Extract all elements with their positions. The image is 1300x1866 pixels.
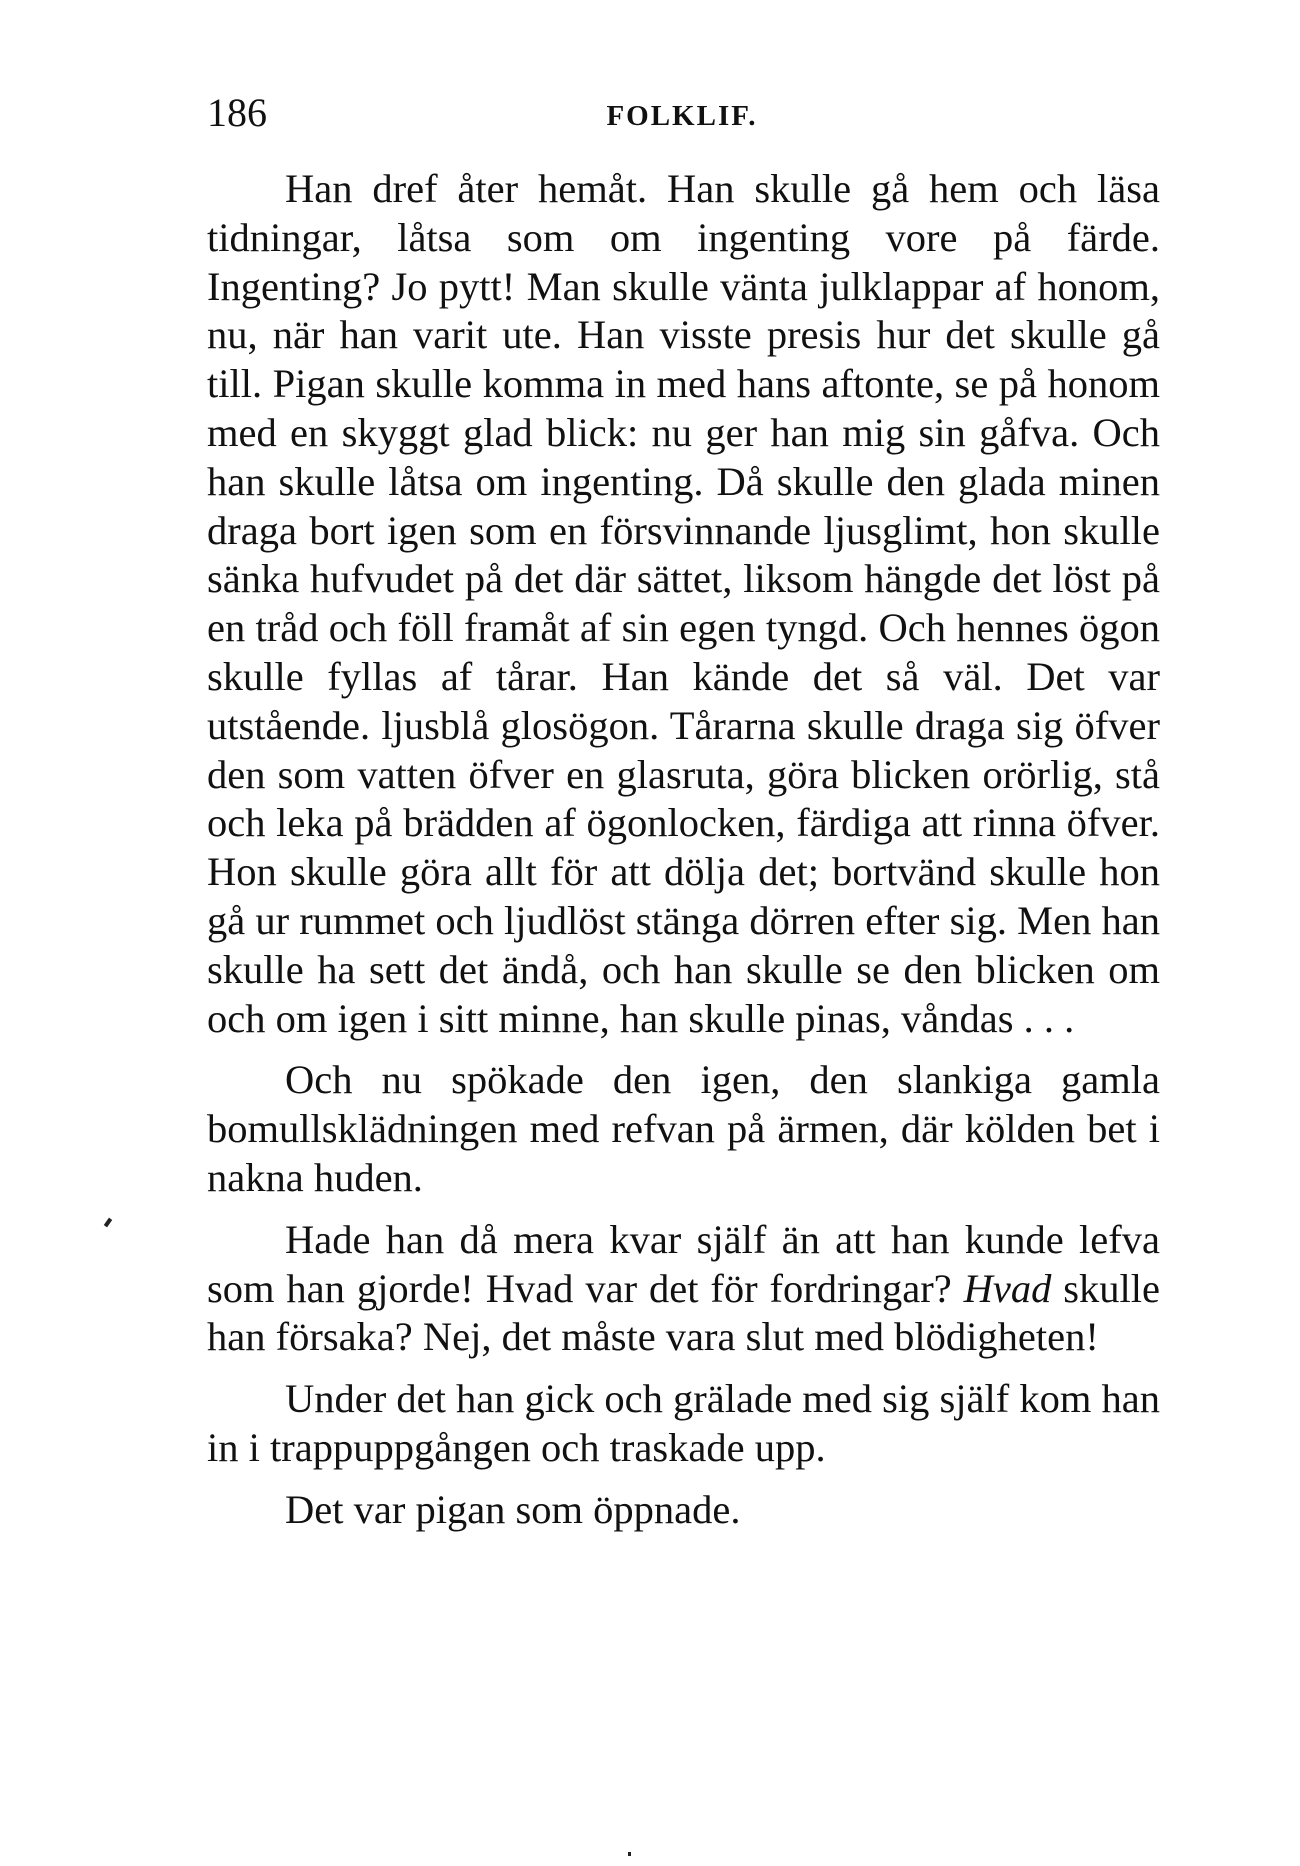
paragraph-4: Under det han gick och grälade med sig själf kom han in i trappuppgången och traskade upp.: [207, 1376, 1160, 1470]
paragraph-2: Och nu spökade den igen, den slankiga gamla bomullsklädningen med refvan på ärmen, där kölden bet i nakna huden.: [207, 1057, 1160, 1200]
bottom-speck: [628, 1852, 631, 1856]
margin-speck: [104, 1218, 112, 1228]
running-title: FOLKLIF.: [606, 100, 758, 132]
paragraph-3-end: skulle han försaka? Nej, det måste vara slut med blödigheten!: [207, 1265, 1160, 1360]
paragraph-5: Det var pigan som öppnade.: [285, 1486, 741, 1532]
paragraph-3-start: Hade han då mera kvar själf än att han kunde lefva som han gjorde! Hvad var det för fordringar?: [207, 1216, 1160, 1311]
paragraph-3: [207, 1216, 1160, 1362]
body-text: [207, 165, 1160, 1535]
paragraph-3-italic-word: Hvad: [963, 1265, 1052, 1311]
paragraph-1: Han dref åter hemåt. Han skulle gå hem och läsa tidningar, låtsa som om ingenting vore på färde. Ingenting? Jo pytt! Man skulle vänta julklappar af honom, nu, när han varit ute. Han visste presis hur det skulle gå till. Pigan skulle komma in med hans aftonte, se på honom med en skyggt glad blick: nu ger han mig sin gåfva. Och han skulle låtsa om ingenting. Då skulle den glada minen draga bort igen som en försvinnande ljusglimt, hon skulle sänka hufvudet på det där sättet, liksom hängde det löst på en tråd och föll framåt af sin egen tyngd. Och hennes ögon skulle fyllas af tårar. Han kände det så väl. Det var utstående. ljusblå glosögon. Tårarna skulle draga sig öfver den som vatten öfver en glasruta, göra blicken orörlig, stå och leka på brädden af ögonlocken, färdiga att rinna öfver. Hon skulle göra allt för att dölja det; bortvänd skulle hon gå ur rummet och ljudlöst stänga dörren efter sig. Men han skulle ha sett det ändå, och han skulle se den blicken om och om igen i sitt minne, han skulle pinas, våndas . . .: [207, 166, 1160, 1041]
page-number: 186: [207, 90, 267, 135]
running-head: [207, 88, 1157, 138]
